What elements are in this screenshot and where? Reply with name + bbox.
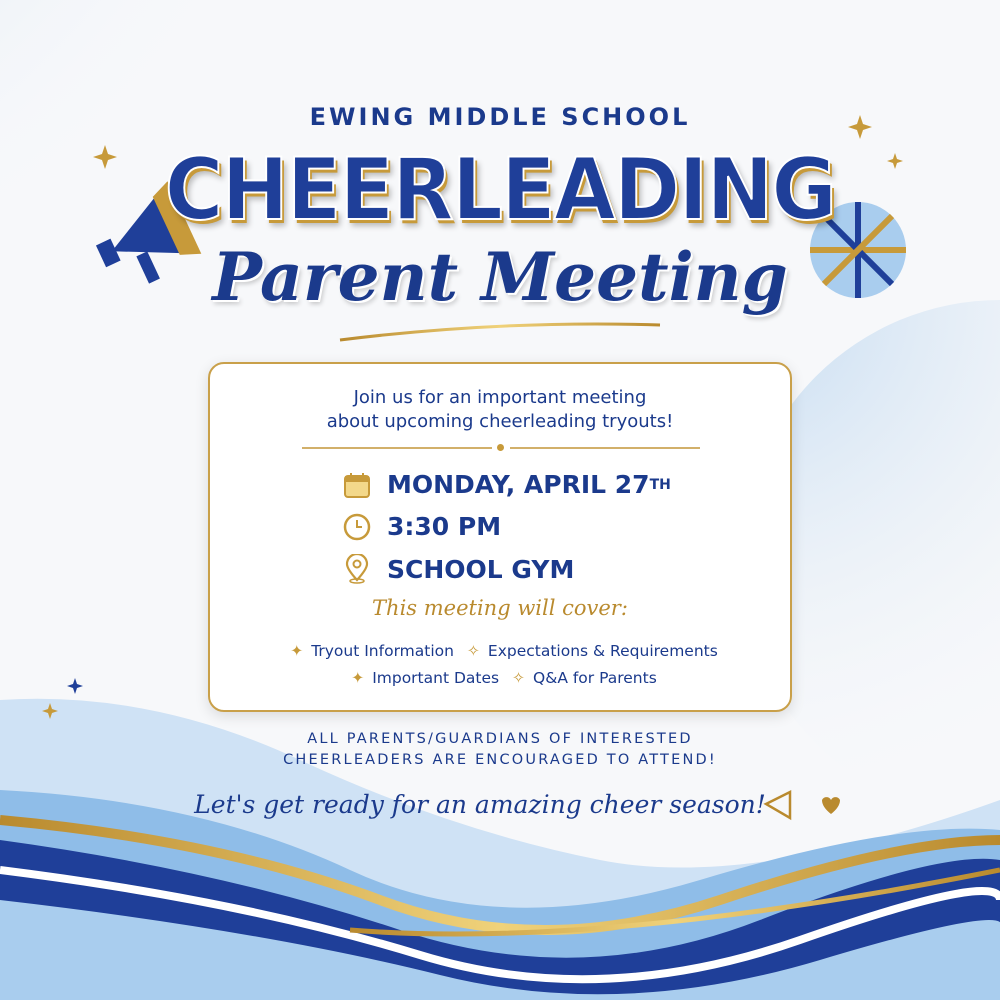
time-row xyxy=(343,512,501,541)
topic-item: Q&A for Parents xyxy=(533,669,657,687)
topic-item: Important Dates xyxy=(372,669,500,687)
slogan: Let's get ready for an amazing cheer season! xyxy=(194,790,766,819)
location-text: SCHOOL GYM xyxy=(387,554,575,584)
clock-icon xyxy=(343,513,371,541)
main-title: CHEERLEADING xyxy=(164,140,836,240)
calendar-icon xyxy=(343,471,371,499)
subtitle: Parent Meeting xyxy=(212,238,788,316)
sparkle-icon: ✧ xyxy=(466,642,480,660)
location-row xyxy=(343,554,574,584)
topics-row-2 xyxy=(210,669,790,687)
time-text: 3:30 PM xyxy=(387,512,502,541)
divider-dot xyxy=(497,444,504,451)
sparkle-icon: ✦ xyxy=(351,669,365,687)
location-pin-icon xyxy=(343,554,371,584)
intro-text xyxy=(210,386,790,434)
attend-line-1: ALL PARENTS/GUARDIANS OF INTERESTED xyxy=(307,731,693,747)
intro-line-2: about upcoming cheerleading tryouts! xyxy=(326,411,674,432)
date-row xyxy=(343,470,671,499)
covers-heading: This meeting will cover: xyxy=(372,596,628,620)
divider xyxy=(510,447,700,449)
date-suffix: TH xyxy=(649,476,671,493)
school-name: EWING MIDDLE SCHOOL xyxy=(309,103,691,131)
topic-item: Tryout Information xyxy=(311,642,454,660)
topics-row-1 xyxy=(210,642,790,660)
divider xyxy=(302,447,492,449)
title-underline xyxy=(340,324,660,340)
sparkle-icon: ✧ xyxy=(512,669,526,687)
attend-line-2: CHEERLEADERS ARE ENCOURAGED TO ATTEND! xyxy=(283,752,717,768)
intro-line-1: Join us for an important meeting xyxy=(353,387,647,408)
sparkle-icon: ✦ xyxy=(290,642,304,660)
info-card xyxy=(208,362,792,712)
megaphone-heart-icon xyxy=(762,788,842,824)
date-text: MONDAY, APRIL 27 xyxy=(387,470,650,499)
topic-item: Expectations & Requirements xyxy=(487,642,718,660)
